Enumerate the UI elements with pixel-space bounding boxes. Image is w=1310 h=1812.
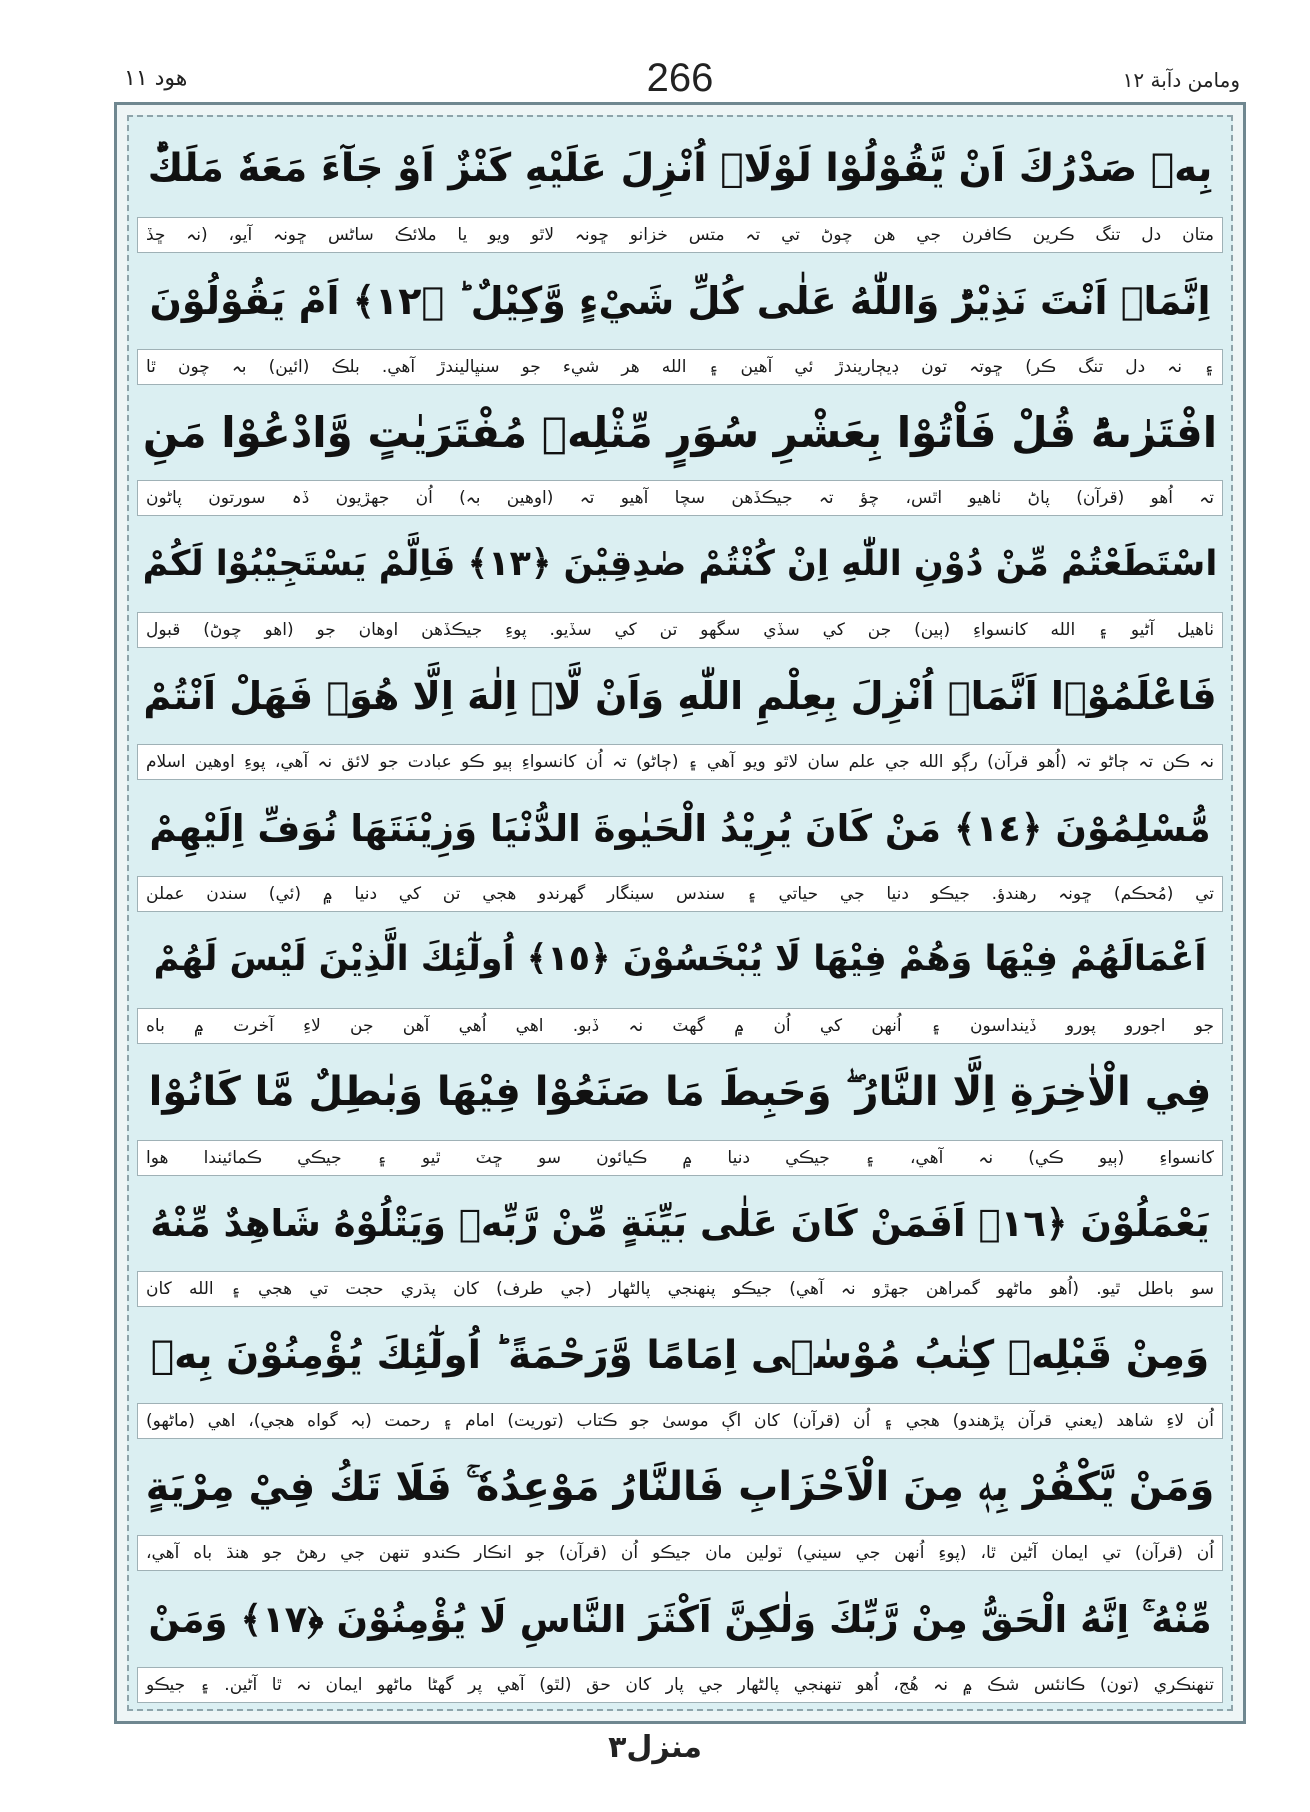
sindhi-translation-line: جو اجورو پورو ڏينداسون ۽ اُنهن کي اُن ۾ گهٽ نہ ڏبو. اهي اُهي آهن جن لاءِ آخرت ۾ باه [137, 1008, 1223, 1044]
page-frame-inner [127, 115, 1233, 1711]
arabic-verse-line: اِنَّمَاۤ اَنْتَ نَذِيْرٌؕ وَاللّٰهُ عَلٰى كُلِّ شَيْءٍ وَّكِيْلٌ ؕ ﴿١٢﴾ اَمْ يَقُوْلُوْنَ [149, 278, 1211, 323]
sindhi-translation-line: ٺاهيل آڻيو ۽ الله کانسواءِ (ٻين) جن کي سڏي سگهو تن کي سڏيو. پوءِ جيڪڏهن اوهان جو (اهو چوڻ) قبول [137, 612, 1223, 648]
verse-pair [137, 385, 1223, 517]
sindhi-translation-line: ۽ نہ دل تنگ ڪر) ڇوتہ تون ڊيڄاريندڙ ئي آهين ۽ الله هر شيء جو سنڀاليندڙ آهي. بلڪ (ائين) بہ چون ٿا [137, 349, 1223, 385]
arabic-verse-line: بِهٖ صَدْرُكَ اَنْ يَّقُوْلُوْا لَوْلَاۤ اُنْزِلَ عَلَيْهِ كَنْزٌ اَوْ جَآءَ مَعَهٗ مَلَكٌؕ [147, 146, 1213, 192]
verse-pair [137, 648, 1223, 780]
sindhi-translation-line: تي (مُحڪم) ڇونہ رهندؤ. جيڪو دنيا جي حياتي ۽ سندس سينگار گهرندو هجي تن کي دنيا ۾ (ئي) سندن عملن [137, 876, 1223, 912]
verse-pair [137, 780, 1223, 912]
juz-name: ومامن دآبة ١٢ [1122, 68, 1240, 92]
arabic-verse-line: مُّسْلِمُوْنَ ﴿١٤﴾ مَنْ كَانَ يُرِيْدُ الْحَيٰوةَ الدُّنْيَا وَزِيْنَتَهَا نُوَفِّ اِلَيْهِمْ [149, 806, 1211, 850]
page-number: 266 [646, 56, 714, 100]
verse-pair [137, 912, 1223, 1044]
arabic-verse-line: يَعْمَلُوْنَ ﴿١٦﴾ اَفَمَنْ كَانَ عَلٰى بَيِّنَةٍ مِّنْ رَّبِّهٖ وَيَتْلُوْهُ شَاهِدٌ مِّنْهُ [150, 1202, 1210, 1246]
verse-pair [137, 1044, 1223, 1176]
verse-pair [137, 516, 1223, 648]
arabic-verse-line: فَاعْلَمُوْۤا اَنَّمَاۤ اُنْزِلَ بِعِلْمِ اللّٰهِ وَاَنْ لَّاۤ اِلٰهَ اِلَّا هُوَۚ فَهَلْ اَنْتُمْ [143, 674, 1217, 719]
sindhi-translation-line: نہ ڪن تہ ڄاڻو تہ (اُهو قرآن) رڳو الله جي علم سان لاٿو ويو آهي ۽ (ڄاڻو) تہ اُن کانسواءِ ٻيو ڪو عبادت جو لائق نہ آهي، پوءِ اوهين اسلام [137, 744, 1223, 780]
sindhi-translation-line: اُن (قرآن) تي ايمان آڻين ٿا، (پوءِ اُنهن جي سيني) ٽولين مان جيڪو اُن (قرآن) جو انڪار ڪندو تنهن جي رهڻ جو هنڌ باه آهي، [137, 1535, 1223, 1571]
sindhi-translation-line: تنهنڪري (تون) ڪانئس شڪ ۾ نہ هُج، اُهو تنهنجي پالڻهار جي پار کان حق (لٿو) آهي پر گهڻا ماڻهو ايمان نہ ٿا آڻين. ۽ جيڪو [137, 1667, 1223, 1703]
verse-pair [137, 1571, 1223, 1703]
arabic-verse-line: اَعْمَالَهُمْ فِيْهَا وَهُمْ فِيْهَا لَا يُبْخَسُوْنَ ﴿١٥﴾ اُولٰٓئِكَ الَّذِيْنَ لَيْسَ لَهُمْ [153, 939, 1207, 980]
arabic-verse-line: اسْتَطَعْتُمْ مِّنْ دُوْنِ اللّٰهِ اِنْ كُنْتُمْ صٰدِقِيْنَ ﴿١٣﴾ فَاِلَّمْ يَسْتَجِيْبُوْا لَكُمْ [142, 543, 1218, 584]
verse-pair [137, 1439, 1223, 1571]
verse-pair [137, 1307, 1223, 1439]
verse-pair [137, 121, 1223, 253]
surah-name: هود ١١ [124, 66, 188, 91]
verse-list [137, 121, 1223, 1703]
arabic-verse-line: وَمَنْ يَّكْفُرْ بِهٖ مِنَ الْاَحْزَابِ فَالنَّارُ مَوْعِدُهٗ ۚ فَلَا تَكُ فِيْ مِرْيَةٍ [145, 1464, 1215, 1511]
arabic-verse-line: افْتَرٰىهُؕ قُلْ فَاْتُوْا بِعَشْرِ سُوَرٍ مِّثْلِهٖ مُفْتَرَيٰتٍ وَّادْعُوْا مَنِ [142, 407, 1218, 457]
sindhi-translation-line: متان دل تنگ ڪرين ڪافرن جي هن چوڻ تي تہ متس خزانو ڇونہ لاٿو ويو يا ملائڪ ساڻس ڇونہ آيو، (نہ ڇڏ [137, 217, 1223, 253]
sindhi-translation-line: کانسواءِ (ٻيو ڪي) نہ آهي، ۽ جيڪي دنيا ۾ ڪيائون سو ڇٽ ٿيو ۽ جيڪي ڪمائيندا هوا [137, 1140, 1223, 1176]
sindhi-translation-line: تہ اُهو (قرآن) پاڻ ٺاهيو اٿس، چؤ تہ جيڪڏهن سچا آهيو تہ (اوهين بہ) اُن جهڙيون ڏہ سورتون پاڻون [137, 480, 1223, 516]
verse-pair [137, 253, 1223, 385]
arabic-verse-line: فِي الْاٰخِرَةِ اِلَّا النَّارُ ۖ وَحَبِطَ مَا صَنَعُوْا فِيْهَا وَبٰطِلٌ مَّا كَانُوْا [148, 1068, 1212, 1115]
page-frame [114, 102, 1246, 1724]
page-header [110, 56, 1250, 106]
arabic-verse-line: مِّنْهُ ۚ اِنَّهُ الْحَقُّ مِنْ رَّبِّكَ وَلٰكِنَّ اَكْثَرَ النَّاسِ لَا يُؤْمِنُوْنَ ﴿١٧﴾ وَمَنْ [148, 1597, 1212, 1641]
manzil-label: منزل٣ [608, 1730, 702, 1765]
verse-pair [137, 1176, 1223, 1308]
arabic-verse-line: وَمِنْ قَبْلِهٖ كِتٰبُ مُوْسٰۤى اِمَامًا وَّرَحْمَةً ؕ اُولٰٓئِكَ يُؤْمِنُوْنَ بِهٖ [150, 1332, 1210, 1378]
sindhi-translation-line: سو باطل ٿيو. (اُهو ماڻهو گمراهن جهڙو نہ آهي) جيڪو پنهنجي پالڻهار (جي طرف) کان پڌري حجت تي هجي ۽ الله کان [137, 1271, 1223, 1307]
sindhi-translation-line: اُن لاءِ شاهد (يعني قرآن پڙهندو) هجي ۽ اُن (قرآن) کان اڳ موسىٰ جو ڪتاب (توريت) امام ۽ رحمت (بہ گواه هجي)، اهي (ماڻهو) [137, 1403, 1223, 1439]
